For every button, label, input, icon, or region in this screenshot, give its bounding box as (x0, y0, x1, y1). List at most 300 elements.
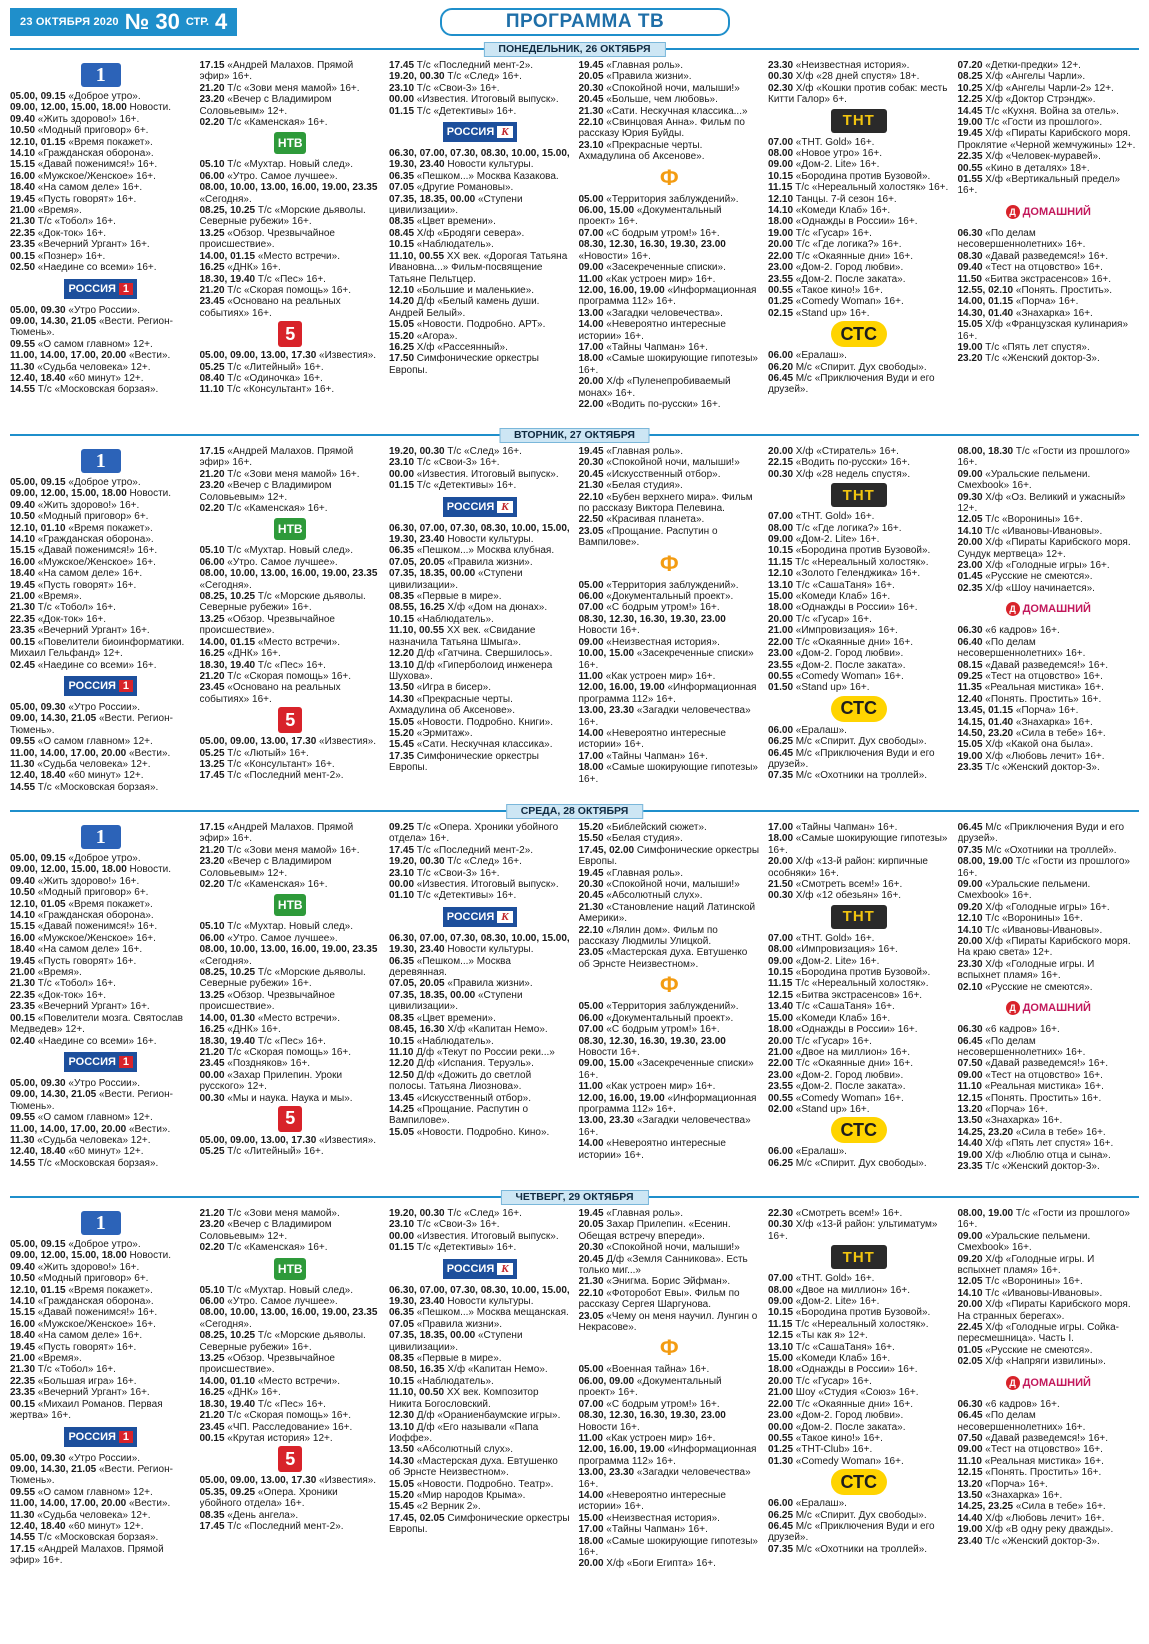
program-title: «Новости. Подробно. АРТ». (414, 319, 546, 331)
program-entry (389, 480, 571, 491)
program-time: 06.30 (957, 1024, 983, 1036)
program-time: 08.00, 10.00, 13.00, 16.00, 19.00, 23.35 (199, 1307, 378, 1319)
program-entry (10, 614, 192, 625)
program-entry (768, 1047, 950, 1058)
program-title: Т/с «Тобол» 16+. (35, 216, 116, 228)
program-entry (10, 262, 192, 273)
program-time: 01.50 (768, 682, 794, 694)
program-entry (579, 399, 761, 410)
program-time: 09.00, 12.00, 15.00, 18.00 (10, 488, 127, 500)
program-time: 22.35 (10, 227, 36, 239)
program-title: «Правила жизни». (414, 1318, 503, 1330)
program-time: 11.10, 00.50 (389, 1387, 445, 1399)
program-time: 02.20 (199, 879, 225, 891)
program-time: 20.00 (578, 1558, 604, 1570)
program-time: 05.00, 09.00, 13.00, 17.30 (199, 1475, 317, 1487)
program-title: «Бородина против Бузовой». (793, 545, 931, 557)
program-time: 17.00 (768, 822, 794, 833)
program-time: 15.05 (389, 716, 415, 728)
program-entry (579, 890, 761, 901)
program-time: 23.45 (199, 682, 225, 694)
program-entry (10, 557, 192, 568)
program-title: «Главная роль». (603, 867, 683, 879)
program-entry (768, 967, 950, 978)
channel-logo-one: 1 (81, 825, 121, 849)
program-time: 10.15 (768, 170, 794, 182)
program-time: 18.30, 19.40 (199, 1035, 256, 1047)
program-entry (389, 469, 571, 480)
program-title: «Информационная программа 112» 16+. (578, 1092, 757, 1115)
program-entry (579, 457, 761, 468)
program-time: 06.30, 07.00, 07.30, 08.30, 10.00, 15.00, 19.30, 23.40 (389, 522, 570, 546)
program-entry (200, 591, 382, 614)
program-title: «Comedy Woman» 16+. (793, 1092, 904, 1104)
program-entry (768, 1319, 950, 1330)
program-title: «Как устроен мир» 16+. (602, 670, 716, 682)
program-entry (389, 1307, 571, 1318)
program-title: М/с «Спирит. Дух свободы». (793, 361, 927, 373)
program-title: «Гражданская оборона». (35, 910, 154, 922)
program-time: 07.00 (578, 227, 604, 239)
program-time: 06.30 (957, 227, 983, 239)
program-entry (579, 845, 761, 868)
program-time: 07.50 (957, 1432, 983, 1444)
program-title: «Время покажет». (65, 136, 153, 148)
program-entry (579, 94, 761, 105)
program-entry (579, 194, 761, 205)
program-title: «Абсолютный слух». (603, 890, 703, 902)
program-title: Т/с «Скорая помощь» 16+. (224, 284, 352, 296)
program-title: М/с «Приключения Вуди и его друзей». (768, 372, 935, 396)
program-entry (200, 879, 382, 890)
program-entry (200, 1013, 382, 1024)
program-time: 23.00 (768, 262, 794, 274)
program-time: 20.00 (768, 856, 794, 868)
program-title: «Главная роль». (603, 60, 683, 71)
program-time: 21.00 (10, 205, 36, 217)
program-entry (389, 739, 571, 750)
program-title: «Повелители мозга. Святослав Медведев» 12+. (10, 1012, 183, 1036)
program-time: 12.10 (389, 284, 415, 296)
program-title: «Уральские пельмени. Смехbook» 16+. (957, 1230, 1091, 1254)
program-time: 00.15 (10, 1398, 36, 1410)
program-title: «Дом-2. Lite» 16+. (793, 159, 880, 171)
program-entry (768, 1158, 950, 1169)
program-time: 23.00 (768, 1410, 794, 1422)
program-time: 08.50, 16.35 (389, 1364, 445, 1376)
program-entry (958, 1231, 1140, 1254)
program-entry (958, 342, 1140, 353)
program-time: 07.35, 18.35, 00.00 (389, 1330, 476, 1342)
program-time: 09.40 (10, 1261, 36, 1273)
program-title: «Наедине со всеми» 16+. (35, 262, 157, 274)
program-time: 15.05 (957, 739, 983, 751)
program-entry (389, 216, 571, 227)
program-entry (389, 342, 571, 353)
program-entry (579, 751, 761, 762)
program-time: 06.35 (389, 545, 415, 557)
program-time: 13.10 (768, 1341, 794, 1353)
program-title: Т/с «Каменская» 16+. (224, 1242, 328, 1254)
channel-logo-mark: Д (1006, 602, 1020, 616)
program-title: «Ералаш». (793, 724, 847, 736)
program-time: 01.15 (389, 480, 415, 492)
program-entry (958, 739, 1140, 750)
schedule-column (958, 822, 1140, 1188)
program-title: «Бородина против Бузовой». (793, 170, 931, 182)
program-title: «Док-ток» 16+. (35, 989, 107, 1001)
program-title: Д/ф «Белый камень души. Андрей Белый». (389, 296, 540, 319)
program-time: 20.45 (578, 468, 604, 480)
program-entry (389, 717, 571, 728)
program-title: «Мастерская духа. Евтушенко об Эрнсте Неизвестном». (578, 947, 748, 970)
program-title: Т/с «Гусар» 16+. (793, 1375, 872, 1387)
program-title: «Комеди Клаб» 16+. (793, 591, 891, 603)
program-time: 05.00 (578, 579, 604, 591)
program-time: 05.10 (199, 921, 225, 933)
program-time: 15.00 (768, 591, 794, 603)
program-title: «ДНК» 16+. (224, 648, 281, 660)
program-time: 11.00 (578, 1432, 603, 1444)
program-title: Т/с «Консультант» 16+. (224, 758, 335, 770)
program-entry (10, 921, 192, 932)
program-title: «6 кадров» 16+. (982, 1398, 1060, 1410)
program-title: «Модный приговор» 6+. (35, 125, 149, 137)
program-title: Д/ф «Земля Санникова». Есть только миг...» (578, 1253, 748, 1277)
program-entry (958, 1276, 1140, 1287)
program-time: 09.55 (10, 1486, 36, 1498)
program-entry (958, 308, 1140, 319)
program-title: «Вечерний Ургант» 16+. (35, 1001, 150, 1013)
program-title: «Комеди Клаб» 16+. (793, 1353, 891, 1365)
program-title: «Реальная мистика» 16+. (981, 1455, 1104, 1467)
program-time: 13.00, 23.30 (578, 1115, 635, 1127)
program-time: 12.15 (768, 1330, 794, 1342)
program-title: Х/ф «13-й район: кирпичные особняки» 16+. (768, 856, 928, 879)
program-entry (958, 262, 1140, 273)
program-entry (768, 736, 950, 747)
program-time: 10.15 (768, 1307, 794, 1319)
program-title: М/с «Охотники на троллей». (982, 844, 1117, 856)
schedule-column (768, 446, 950, 802)
program-entry (10, 1376, 192, 1387)
program-time: 02.20 (199, 1242, 225, 1254)
program-time: 12.40, 18.40 (10, 372, 66, 384)
program-time: 23.35 (957, 762, 983, 774)
program-time: 11.15 (768, 978, 793, 990)
program-time: 09.00, 15.00 (578, 1058, 635, 1070)
program-time: 14.40 (957, 1512, 983, 1524)
program-title: «Вечер с Владимиром Соловьевым» 12+. (199, 856, 332, 879)
program-entry (200, 373, 382, 384)
program-time: 12.20 (389, 1058, 415, 1070)
program-entry (579, 71, 761, 82)
program-entry (768, 648, 950, 659)
program-entry (579, 262, 761, 273)
channel-logo-text: РОССИЯ (68, 679, 116, 692)
program-time: 13.10 (768, 579, 794, 591)
program-title: «Однажды в России» 16+. (793, 216, 918, 228)
channel-header (10, 1049, 192, 1075)
program-entry (200, 648, 382, 659)
program-entry (200, 1146, 382, 1157)
program-entry (768, 671, 950, 682)
program-time: 06.45 (768, 372, 794, 384)
program-title: Новости 16+. (578, 1046, 640, 1058)
program-title: «Вечер с Владимиром Соловьевым» 12+. (199, 1219, 332, 1242)
program-title: Т/с «Скорая помощь» 16+. (224, 1410, 352, 1422)
program-entry (768, 580, 950, 591)
day-label: ПОНЕДЕЛЬНИК, 26 ОКТЯБРЯ (483, 42, 665, 57)
program-time: 16.25 (199, 262, 225, 274)
program-entry (10, 1239, 192, 1250)
program-time: 07.00 (768, 932, 794, 944)
program-entry (768, 1013, 950, 1024)
channel-header (768, 321, 950, 347)
program-title: «Мир народов Крыма». (414, 1489, 526, 1501)
program-entry (579, 1115, 761, 1138)
program-entry (579, 1399, 761, 1410)
program-title: «Первые в мире». (414, 1353, 502, 1365)
program-title: Х/ф «Голодные игры» 16+. (982, 560, 1110, 572)
program-time: 00.15 (10, 250, 36, 262)
program-title: «Игра в бисер». (414, 682, 491, 694)
schedule-column (768, 60, 950, 426)
program-title: «Тайны Чапман» 16+. (793, 822, 898, 833)
program-title: «Жить здорово!» 16+. (35, 113, 140, 125)
program-entry (958, 879, 1140, 902)
program-entry (768, 833, 950, 856)
program-time: 13.45, 01.15 (957, 705, 1014, 717)
channel-header (200, 321, 382, 347)
program-time: 11.10 (199, 384, 224, 396)
program-time: 22.10 (578, 1287, 604, 1299)
program-title: «Мужское/Женское» 16+. (35, 932, 156, 944)
program-entry (10, 944, 192, 955)
program-title: «Пусть говорят» 16+. (35, 193, 137, 205)
program-entry (768, 822, 950, 833)
program-entry (200, 262, 382, 273)
program-title: «Сила в тебе» 16+. (1013, 727, 1106, 739)
program-entry (389, 71, 571, 82)
program-entry (389, 868, 571, 879)
program-title: М/с «Приключения Вуди и его друзей». (957, 822, 1125, 845)
program-entry (389, 694, 571, 717)
program-entry (389, 822, 571, 845)
program-time: 21.00 (10, 967, 36, 979)
program-time: 19.20, 00.30 (389, 856, 445, 868)
program-entry (768, 1219, 950, 1242)
program-title: Х/ф «Бродяги севера». (414, 227, 525, 239)
page-label: СТР. (185, 16, 209, 28)
program-title: «С бодрым утром!» 16+. (603, 602, 720, 614)
program-time: 11.35 (957, 682, 982, 694)
program-title: Т/с «Опера. Хроники убойного отдела» 16+. (389, 822, 559, 845)
program-entry (389, 353, 571, 376)
program-time: 07.00 (578, 1398, 604, 1410)
program-title: «Двое на миллион» 16+. (793, 1284, 910, 1296)
program-time: 06.30, 07.00, 07.30, 08.30, 10.00, 15.00, 19.30, 23.40 (389, 932, 570, 956)
program-entry (10, 1387, 192, 1398)
program-time: 20.00 (957, 936, 983, 948)
program-time: 23.35 (10, 1387, 36, 1399)
program-title: «ЧП. Расследование» 16+. (224, 1421, 353, 1433)
program-title: «Андрей Малахов. Прямой эфир» 16+. (199, 446, 354, 469)
program-title: «ТНТ. Gold» 16+. (793, 1273, 875, 1285)
program-entry (10, 990, 192, 1001)
program-time: 13.45 (389, 1092, 415, 1104)
program-title: Х/ф «Напряги извилины». (982, 1356, 1106, 1368)
program-time: 12.10, 01.05 (10, 898, 66, 910)
program-time: 17.45 (199, 770, 225, 782)
program-entry (579, 1081, 761, 1092)
program-time: 14.40 (957, 1138, 983, 1150)
program-title: «Понять. Простить» 16+. (982, 693, 1102, 705)
program-time: 00.30 (768, 468, 794, 480)
program-time: 08.35 (389, 1353, 415, 1365)
program-entry (768, 1036, 950, 1047)
program-title: «Дом-2. Город любви». (793, 1410, 904, 1422)
program-title: «Однажды в России» 16+. (793, 1024, 918, 1036)
program-entry (200, 1433, 382, 1444)
program-entry (958, 625, 1140, 636)
program-title: Т/с «Пес» 16+. (255, 659, 326, 671)
program-entry (389, 285, 571, 296)
program-time: 09.00, 12.00, 15.00, 18.00 (10, 864, 127, 876)
program-title: «Гражданская оборона». (35, 534, 154, 546)
program-entry (768, 545, 950, 556)
program-time: 05.00, 09.00, 13.00, 17.30 (199, 736, 317, 748)
program-entry (958, 1345, 1140, 1356)
program-title: «Эрмитаж». (414, 727, 473, 739)
program-title: «Давай поженимся!» 16+. (35, 545, 158, 557)
program-title: «Больше, чем любовь». (603, 94, 718, 106)
program-time: 06.35 (389, 955, 415, 967)
program-time: 18.40 (10, 944, 36, 956)
channel-logo-text: РОССИЯ (446, 500, 495, 513)
program-entry (958, 1036, 1140, 1059)
program-title: «Свинцовая Анна». Фильм по рассказу Юрия Буйды. (578, 117, 745, 140)
program-entry (200, 350, 382, 361)
program-title: «60 минут» 12+. (65, 1520, 144, 1532)
program-time: 01.15 (389, 105, 415, 117)
program-time: 13.50 (957, 1115, 983, 1127)
program-title: «Понять. Простить» 16+. (982, 1092, 1102, 1104)
program-time: 23.05 (578, 525, 604, 537)
program-time: 12.40, 18.40 (10, 770, 66, 782)
channel-logo-mark: 1 (119, 1431, 133, 1443)
schedule-column (10, 60, 192, 426)
program-time: 21.30 (578, 480, 604, 492)
program-title: Х/ф «Пираты Карибского моря. На краю света» 12+. (957, 936, 1131, 959)
program-time: 11.00 (578, 1081, 603, 1093)
channel-logo-ntv: НТВ (274, 1258, 306, 1280)
program-entry (768, 1444, 950, 1455)
program-title: Симфонические оркестры Европы. (389, 750, 539, 774)
channel-logo-rossiya1 (64, 676, 137, 696)
program-time: 09.55 (10, 338, 36, 350)
program-entry (200, 748, 382, 759)
program-entry (10, 602, 192, 613)
program-time: 14.00, 01.15 (199, 636, 256, 648)
channel-logo-five: 5 (278, 707, 302, 733)
program-time: 15.00 (768, 1012, 794, 1024)
program-entry (958, 1093, 1140, 1104)
program-title: «Повелители биоинформатики. Михаил Гельфанд» 12+. (10, 636, 185, 660)
program-time: 06.00 (199, 932, 225, 944)
channel-header (200, 516, 382, 542)
program-time: 06.45 (957, 822, 983, 833)
channel-logo-tnt: ТНТ (831, 905, 887, 929)
program-time: 10.15 (768, 967, 794, 979)
program-title: Т/с «Мухтар. Новый след». (224, 1284, 354, 1296)
program-time: 14.00, 01.15 (199, 250, 256, 262)
program-entry (579, 1024, 761, 1035)
program-title: «Время». (35, 591, 82, 603)
program-entry (958, 128, 1140, 151)
program-entry (200, 1135, 382, 1146)
program-time: 21.30 (578, 105, 604, 117)
program-entry (958, 694, 1140, 705)
channel-logo-text: РОССИЯ (446, 910, 495, 923)
program-time: 23.35 (10, 625, 36, 637)
program-title: «Давай разведемся!» 16+. (982, 1432, 1109, 1444)
program-time: 09.00, 14.30, 21.05 (10, 713, 97, 725)
program-time: 18.00 (768, 833, 794, 845)
program-entry (579, 1138, 761, 1161)
channel-logo-mark: Д (1006, 205, 1020, 219)
masthead (10, 8, 1139, 36)
program-entry (958, 492, 1140, 515)
channel-header (768, 1469, 950, 1495)
program-entry (200, 60, 382, 83)
program-time: 21.20 (199, 1046, 225, 1058)
program-entry (389, 591, 571, 602)
program-time: 20.45 (578, 94, 604, 106)
program-entry (768, 748, 950, 771)
program-title: Новости культуры. (444, 944, 534, 956)
program-entry (389, 331, 571, 342)
program-entry (10, 362, 192, 373)
program-time: 11.50 (957, 273, 982, 285)
program-entry (10, 228, 192, 239)
program-entry (389, 60, 571, 71)
program-entry (768, 725, 950, 736)
program-entry (768, 1510, 950, 1521)
program-entry (389, 1364, 571, 1375)
program-title: «Такое кино!» 16+. (793, 1432, 883, 1444)
program-title: «Документальный проект» 16+. (578, 205, 722, 228)
program-entry (389, 557, 571, 568)
program-title: Т/с «Мухтар. Новый след». (224, 159, 354, 171)
program-time: 08.25, 10.25 (199, 591, 256, 603)
program-entry (10, 373, 192, 384)
program-time: 23.35 (957, 1160, 983, 1172)
program-title: «О самом главном» 12+. (35, 736, 153, 748)
program-time: 07.00 (578, 1024, 604, 1036)
program-entry (200, 1330, 382, 1353)
program-title: «Импровизация» 16+. (793, 944, 898, 956)
program-time: 07.20 (957, 60, 983, 71)
program-time: 11.00, 14.00, 17.00, 20.00 (10, 1498, 127, 1510)
program-entry (200, 83, 382, 94)
program-time: 22.00 (768, 250, 794, 262)
program-title: Х/ф «13-й район: ультиматум» 16+. (768, 1219, 938, 1242)
program-entry (200, 736, 382, 747)
program-time: 02.05 (957, 1356, 983, 1368)
channel-logo-sts: СТС (831, 321, 887, 347)
program-entry (958, 1524, 1140, 1535)
